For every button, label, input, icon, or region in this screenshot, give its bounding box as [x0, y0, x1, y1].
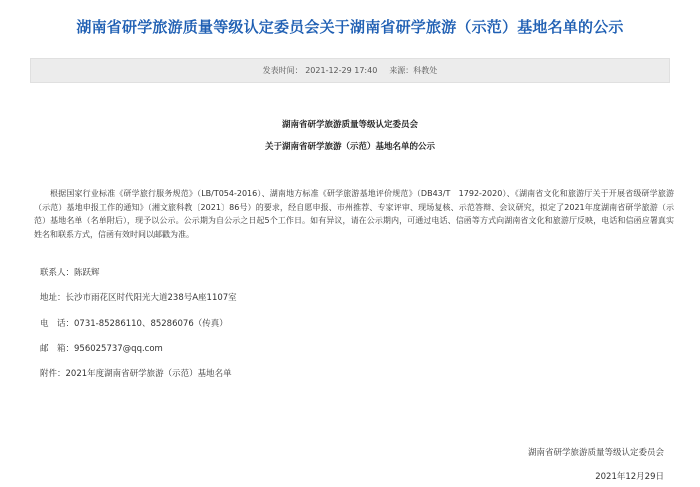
attachment-line: 附件：2021年度湖南省研学旅游（示范）基地名单	[40, 369, 232, 379]
publish-time: 发表时间： 2021-12-29 17:40	[262, 66, 378, 75]
article-meta-bar	[30, 58, 670, 83]
body-paragraph: 根据国家行业标准《研学旅行服务规范》（LB/T054-2016）、湖南地方标准《研学旅游基地评价规范》（DB43/T 1792-2020）、《湖南省文化和旅游厅关于开展省级研学旅游（示范）基地申报工作的通知》（湘文旅科教〔2021〕86号）的要求，经自愿申报、市州推荐、专家评审、现场复核、示范答辩、会议研究，拟定了2021年度湖南省研学旅游（示范）基地名单（名单附后），现予以公示。公示期为自公示之日起5个工作日。如有异议，请在公示期内，可通过电话、信函等方式向湖南省文化和旅游厅反映，电话和信函应署真实姓名和联系方式，信函有效时间以邮戳为准。	[34, 189, 674, 239]
document-heading-line1: 湖南省研学旅游质量等级认定委员会	[281, 120, 418, 130]
signature-date: 2021年12月29日	[595, 472, 664, 482]
contact-address: 地址：长沙市雨花区时代阳光大道238号A座1107室	[40, 293, 237, 303]
article-source: 来源：科教处	[389, 66, 438, 75]
document-heading-line2: 关于湖南省研学旅游（示范）基地名单的公示	[264, 142, 435, 152]
contact-person: 联系人：陈跃辉	[40, 268, 100, 278]
article-title: 湖南省研学旅游质量等级认定委员会关于湖南省研学旅游（示范）基地名单的公示	[76, 18, 624, 36]
signature-organization: 湖南省研学旅游质量等级认定委员会	[527, 448, 664, 458]
contact-phone: 电 话：0731-85286110、85286076（传真）	[40, 319, 228, 329]
contact-email: 邮 箱：956025737@qq.com	[40, 344, 163, 354]
